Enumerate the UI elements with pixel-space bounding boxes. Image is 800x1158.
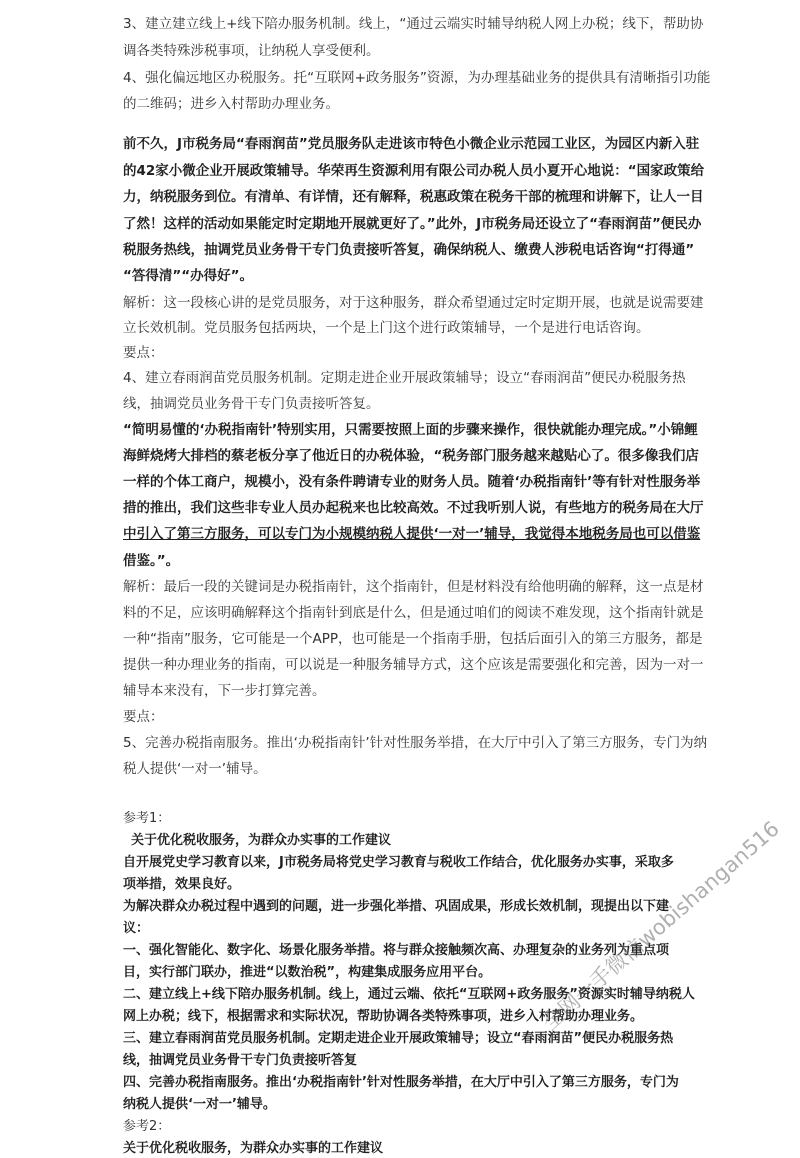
reference-line: 为解决群众办税过程中遇到的问题，进一步强化举措、巩固成果，形成长效机制，现提出以下建 — [123, 899, 670, 914]
key-point-line: 4、建立春雨润苗党员服务机制。定期走进企业开展政策辅导；设立“春雨润苗”便民办税服务热 — [123, 370, 686, 386]
reference-label: 参考1： — [123, 811, 171, 826]
key-point-line: 税人提供‘一对一’辅导。 — [123, 761, 267, 777]
reference-line: 项举措，效果良好。 — [123, 877, 241, 892]
text-line: 3、建立建立线上+线下陪办服务机制。线上，“通过云端实时辅导纳税人网上办税；线下，帮助协 — [123, 16, 704, 32]
analysis-line: 一种“指南”服务，它可能是一个APP，也可能是一个指南手册，包括后面引入的第三方服务，都是 — [123, 631, 703, 647]
watermark: 全网一手微信wobishangan516 — [537, 816, 784, 1035]
key-points-label: 要点： — [123, 345, 164, 361]
key-point-line: 线，抽调党员业务骨干专门负责接听答复。 — [123, 396, 380, 412]
material-line: 海鲜烧烤大排档的蔡老板分享了他近日的办税体验，“税务部门服务越来越贴心了。很多像我们店 — [123, 448, 699, 464]
reference-label: 参考2： — [123, 1119, 171, 1134]
material-line: 措的推出，我们这些非专业人员办起税来也比较高效。不过我听别人说，有些地方的税务局在大厅 — [123, 500, 704, 516]
reference-line: 线，抽调党员业务骨干专门负责接听答复 — [123, 1053, 358, 1068]
material-line: 的42家小微企业开展政策辅导。华荣再生资源利用有限公司办税人员小夏开心地说：“国家政策给 — [123, 163, 705, 179]
text-line: 的二维码；进乡入村帮助办理业务。 — [123, 96, 339, 112]
analysis-line: 立长效机制。党员服务包括两块，一个是上门这个进行政策辅导，一个是进行电话咨询。 — [123, 320, 650, 336]
analysis-line: 辅导本来没有，下一步打算完善。 — [123, 683, 326, 699]
reference-title: 关于优化税收服务，为群众办实事的工作建议 — [131, 833, 392, 848]
analysis-line: 解析：最后一段的关键词是办税指南针，这个指南针，但是材料没有给他明确的解释，这一点是材 — [123, 579, 704, 595]
material-line: 一样的个体工商户，规模小，没有条件聘请专业的财务人员。随着‘办税指南针’等有针对性服务举 — [123, 474, 701, 490]
reference-line: 纳税人提供‘一对一’辅导。 — [123, 1097, 276, 1112]
analysis-line: 料的不足，应该明确解释这个指南针到底是什么，但是通过咱们的阅读不难发现，这个指南针就是 — [123, 605, 704, 621]
material-line: 了然！这样的活动如果能定时定期地开展就更好了。”此外，J市税务局还设立了“春雨润苗”便民办 — [123, 216, 702, 232]
material-line: “答得清”“办得好”。 — [123, 268, 253, 284]
analysis-line: 提供一种办理业务的指南，可以说是一种服务辅导方式，这个应该是需要强化和完善，因为一对一 — [123, 657, 704, 673]
material-line: 税服务热线，抽调党员业务骨干专门负责接听答复，确保纳税人、缴费人涉税电话咨询“打得通” — [123, 242, 695, 258]
material-line: 力，纳税服务到位。有清单、有详情，还有解释，税惠政策在税务干部的梳理和讲解下，让人一目 — [123, 189, 704, 205]
reference-line: 议： — [123, 921, 150, 936]
reference-line: 网上办税；线下，根据需求和实际状况，帮助协调各类特殊事项，进乡入村帮助办理业务。 — [123, 1009, 644, 1024]
text-line: 4、强化偏远地区办税服务。托“互联网+政务服务”资源，为办理基础业务的提供具有清晰指引功能 — [123, 70, 711, 86]
reference-line: 二、建立线上+线下陪办服务机制。线上，通过云端、依托“互联网+政务服务”资源实时辅导纳税人 — [123, 987, 695, 1002]
analysis-line: 解析：这一段核心讲的是党员服务，对于这种服务，群众希望通过定时定期开展，也就是说需要建 — [123, 295, 704, 311]
material-line-underlined: 中引入了第三方服务，可以专门为小规模纳税人提供‘一对一’辅导，我觉得本地税务局也可以借鉴 — [123, 526, 701, 542]
key-point-line: 5、完善办税指南服务。推出‘办税指南针’针对性服务举措，在大厅中引入了第三方服务，专门为纳 — [123, 735, 708, 751]
reference-line: 三、建立春雨润苗党员服务机制。定期走进企业开展政策辅导；设立“春雨润苗”便民办税服务热 — [123, 1031, 674, 1046]
reference-line: 目，实行部门联办，推进“以数治税”，构建集成服务应用平台。 — [123, 965, 492, 980]
key-points-label: 要点： — [123, 709, 164, 725]
reference-title: 关于优化税收服务，为群众办实事的工作建议 — [123, 1141, 384, 1156]
reference-line: 一、强化智能化、数字化、场景化服务举措。将与群众接触频次高、办理复杂的业务列为重点项 — [123, 943, 670, 958]
material-line: 前不久，J市税务局“春雨润苗”党员服务队走进该市特色小微企业示范园工业区，为园区内新入驻 — [123, 136, 700, 152]
reference-line: 四、完善办税指南服务。推出‘办税指南针’针对性服务举措，在大厅中引入了第三方服务，专门为 — [123, 1075, 679, 1090]
material-line: 借鉴。”。 — [123, 553, 180, 569]
material-line: “简明易懂的‘办税指南针’特别实用，只需要按照上面的步骤来操作，很快就能办理完成。”小锦鲤 — [123, 422, 698, 438]
reference-line: 自开展党史学习教育以来，J市税务局将党史学习教育与税收工作结合，优化服务办实事，采取多 — [123, 855, 674, 870]
text-line: 调各类特殊涉税事项，让纳税人享受便利。 — [123, 43, 380, 59]
